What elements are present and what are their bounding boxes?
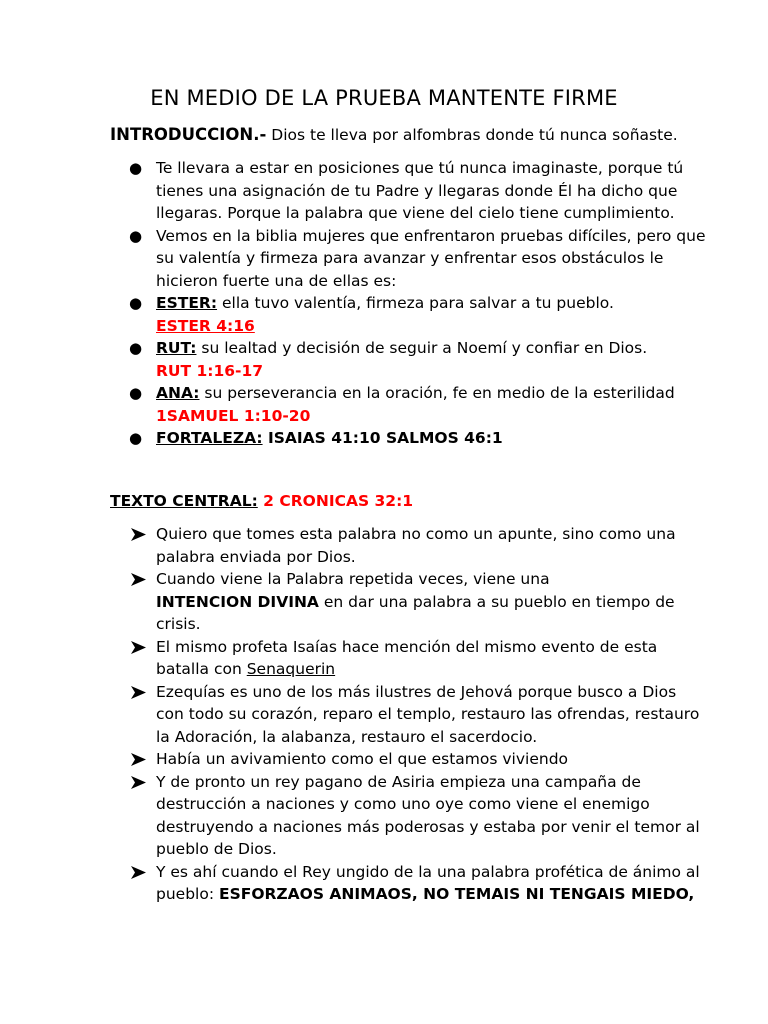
underlined-name: Senaquerin [246, 660, 336, 678]
list-item-text: Te llevara a estar en posiciones que tú nunca imaginaste, porque tú tienes una asignación de tu Padre y llegaras donde Él ha dicho que llegaras. Porque la palabra que viene del cielo tiene cumplimiento. [156, 159, 684, 222]
introduction-text: Dios te lleva por alfombras donde tú nunca soñaste. [266, 126, 678, 144]
list-item-lead: RUT: [156, 339, 197, 357]
arrow-list [0, 523, 768, 906]
list-item [0, 157, 768, 225]
list-item [0, 225, 768, 293]
list-item [0, 636, 768, 681]
list-item-text: Cuando viene la Palabra repetida veces, viene una [156, 570, 550, 588]
list-item-lead: ESTER: [156, 294, 218, 312]
list-item [0, 427, 768, 450]
list-item [0, 382, 768, 427]
bullet-dot-icon: ● [129, 339, 143, 357]
central-text-heading [110, 490, 413, 512]
list-item [0, 861, 768, 906]
list-item-lead: ANA: [156, 384, 200, 402]
bullet-dot-icon: ● [129, 294, 143, 312]
arrowhead-bullet-icon [131, 528, 146, 541]
introduction-line [110, 124, 678, 146]
bullet-list [0, 157, 768, 450]
emphasis-text: ESFORZAOS ANIMAOS, NO TEMAIS NI TENGAIS MIEDO, [218, 885, 695, 903]
arrowhead-bullet-icon [131, 573, 146, 586]
list-item-text: su lealtad y decisión de seguir a Noemí y confiar en Dios. [196, 339, 648, 357]
list-item [0, 748, 768, 771]
list-item [0, 568, 768, 636]
list-item-text: Y es ahí cuando el Rey ungido de la una palabra profética de ánimo al pueblo: [156, 862, 700, 903]
bullet-dot-icon: ● [129, 159, 143, 177]
list-item-text: ella tuvo valentía, firmeza para salvar a tu pueblo. [217, 294, 614, 312]
list-item-text: Quiero que tomes esta palabra no como un apunte, sino como una palabra enviada por Dios. [156, 525, 676, 566]
list-item-lead: FORTALEZA: [156, 429, 263, 447]
scripture-reference: 1SAMUEL 1:10-20 [156, 406, 311, 425]
list-item [0, 771, 768, 861]
bullet-dot-icon: ● [129, 226, 143, 245]
list-item-text: Vemos en la biblia mujeres que enfrentaron pruebas difíciles, pero que su valentía y firmeza para avanzar y enfrentar esos obstáculos le hicieron fuerte una de ellas es: [156, 226, 706, 290]
list-item-continuation: INTENCION DIVINA en dar una palabra a su pueblo en tiempo de crisis. [156, 592, 675, 633]
list-item-text: ISAIAS 41:10 SALMOS 46:1 [262, 429, 503, 447]
arrowhead-bullet-icon [131, 866, 146, 879]
central-text-reference: 2 CRONICAS 32:1 [257, 492, 414, 510]
list-item [0, 292, 768, 337]
bullet-dot-icon: ● [129, 429, 143, 447]
list-item [0, 337, 768, 382]
list-item [0, 681, 768, 749]
list-item-text: Y de pronto un rey pagano de Asiria empieza una campaña de destrucción a naciones y como uno oye como viene el enemigo destruyendo a naciones más poderosas y estaba por venir el temor al pueblo de Dios. [156, 772, 700, 858]
introduction-label: INTRODUCCION.- [110, 125, 267, 144]
list-item-text: su perseverancia en la oración, fe en medio de la esterilidad [199, 384, 675, 402]
scripture-reference: RUT 1:16-17 [156, 361, 264, 380]
central-text-label: TEXTO CENTRAL: [110, 492, 258, 510]
scripture-reference: ESTER 4:16 [156, 316, 255, 335]
page-title: EN MEDIO DE LA PRUEBA MANTENTE FIRME [150, 86, 618, 110]
bullet-dot-icon: ● [129, 384, 143, 402]
list-item-text: El mismo profeta Isaías hace mención del mismo evento de esta batalla con [156, 637, 658, 678]
emphasis-text: INTENCION DIVINA [156, 592, 319, 611]
arrowhead-bullet-icon [131, 686, 146, 699]
arrowhead-bullet-icon [131, 641, 146, 654]
list-item [0, 523, 768, 568]
arrowhead-bullet-icon [131, 753, 146, 766]
list-item-text: Había un avivamiento como el que estamos viviendo [156, 750, 569, 768]
list-item-text: Ezequías es uno de los más ilustres de Jehová porque busco a Dios con todo su corazón, reparo el templo, restauro las ofrendas, restauro la Adoración, la alabanza, restauro el sacerdocio. [156, 682, 700, 746]
arrowhead-bullet-icon [131, 776, 146, 789]
